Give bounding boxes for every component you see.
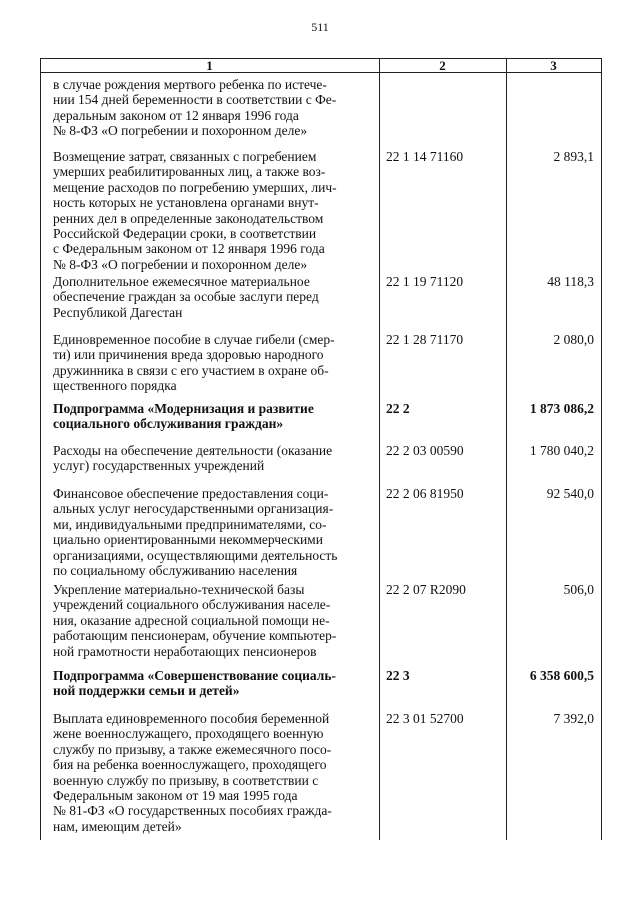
row-code: 22 1 19 71120 xyxy=(386,274,464,289)
row-code: 22 2 07 R2090 xyxy=(386,582,466,597)
row-code: 22 3 01 52700 xyxy=(386,711,464,726)
row-amount: 48 118,3 xyxy=(547,274,594,289)
column-header-1: 1 xyxy=(206,58,213,73)
row-description: Выплата единовременного пособия беременной жене военнослужащего, проходящего военную службу по призыву, а также ежемесячного посо- бия на ребенка военнослужащего, проходящего военную службу по призыву, в соответствии с Федеральным законом от 19 мая 1995 года № 81-ФЗ «О государственных пособиях гражда- нам, имеющим детей» xyxy=(53,711,332,834)
row-description: Подпрограмма «Модернизация и развитие социального обслуживания граждан» xyxy=(53,401,314,432)
header-divider xyxy=(40,72,602,73)
row-amount: 2 893,1 xyxy=(553,149,594,164)
page-number: 511 xyxy=(311,20,329,34)
row-description: Подпрограмма «Совершенствование социаль- ной поддержки семьи и детей» xyxy=(53,668,336,699)
table-border-left xyxy=(40,58,41,840)
budget-table xyxy=(40,58,602,840)
row-amount: 506,0 xyxy=(563,582,594,597)
row-description: Расходы на обеспечение деятельности (оказание услуг) государственных учреждений xyxy=(53,443,333,474)
row-code: 22 3 xyxy=(386,668,410,683)
row-description: Финансовое обеспечение предоставления соци- альных услуг негосударственными организация- ми, индивидуальными предпринимателями, со- циально ориентированными некоммерческими организациями, осуществляющими деятельность по социальному обслуживанию населения xyxy=(53,486,338,579)
row-code: 22 2 03 00590 xyxy=(386,443,464,458)
row-amount: 2 080,0 xyxy=(553,332,594,347)
row-code: 22 1 28 71170 xyxy=(386,332,464,347)
row-description: Возмещение затрат, связанных с погребением умерших реабилитированных лиц, а также воз- мещение расходов по погребению умерших, лич- ность которых не установлена органами внут- ренних дел в определенные законодательством Российской Федерации сроки, в соответствии с Федеральным законом от 12 января 1996 года № 8-ФЗ «О погребении и похоронном деле» xyxy=(53,149,337,272)
row-description: Укрепление материально-технической базы учреждений социального обслуживания населе- ния, оказание адресной социальной помощи не- работающим пенсионерам, обучение компьютер- ной грамотности неработающих пенсионеров xyxy=(53,582,337,659)
row-description: в случае рождения мертвого ребенка по истече- нии 154 дней беременности в соответствии с Фе- деральным законом от 12 января 1996 года № 8-ФЗ «О погребении и похоронном деле» xyxy=(53,77,337,139)
row-amount: 6 358 600,5 xyxy=(529,668,594,683)
row-description: Дополнительное ежемесячное материальное обеспечение граждан за особые заслуги перед Республикой Дагестан xyxy=(53,274,319,320)
row-code: 22 2 06 81950 xyxy=(386,486,464,501)
table-border-right xyxy=(601,58,602,840)
row-amount: 1 780 040,2 xyxy=(529,443,594,458)
row-description: Единовременное пособие в случае гибели (смер- ти) или причинения вреда здоровью народного дружинника в связи с его участием в охране об- щественного порядка xyxy=(53,332,335,394)
row-code: 22 1 14 71160 xyxy=(386,149,464,164)
row-amount: 1 873 086,2 xyxy=(529,401,594,416)
row-code: 22 2 xyxy=(386,401,410,416)
column-header-2: 2 xyxy=(439,58,446,73)
column-header-3: 3 xyxy=(550,58,557,73)
row-amount: 92 540,0 xyxy=(546,486,594,501)
row-amount: 7 392,0 xyxy=(553,711,594,726)
